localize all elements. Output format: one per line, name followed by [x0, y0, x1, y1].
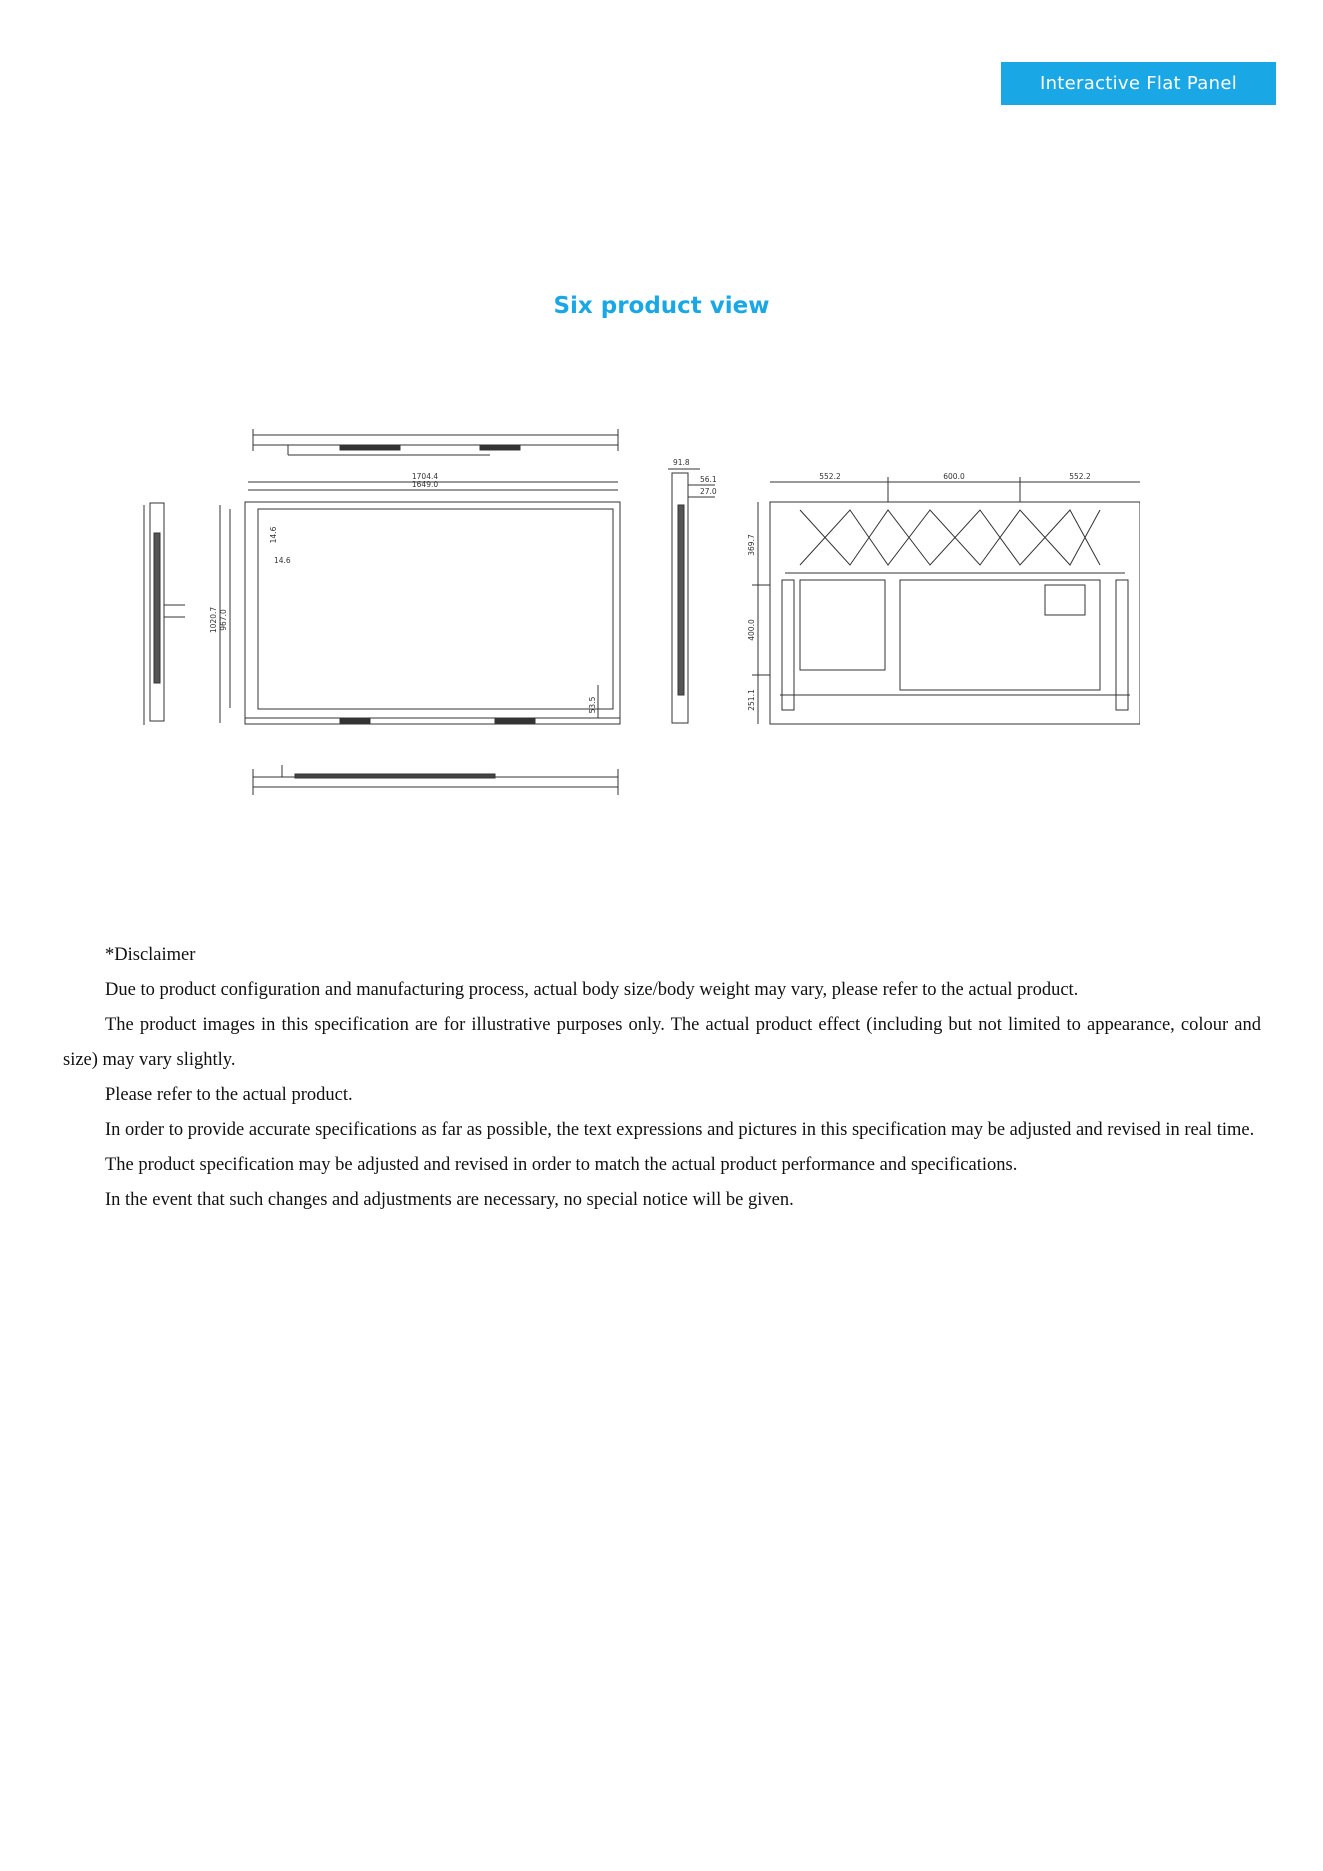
disclaimer-title: *Disclaimer [105, 945, 196, 965]
dim-back-width-mid: 600.0 [943, 472, 965, 481]
disclaimer-paragraph-2: The product images in this specification are for illustrative purposes only. The actual product effect (including but not limited to appearance, colour and size) may vary slightly. [63, 1015, 1261, 1070]
dim-depth-b: 27.0 [700, 487, 717, 496]
dim-height-outer: 1020.7 [209, 606, 218, 634]
left-side-view [144, 503, 185, 725]
dim-back-height-top: 369.7 [747, 534, 756, 556]
disclaimer-paragraph-5: The product specification may be adjusted and revised in order to match the actual product performance and specifications. [105, 1155, 1018, 1175]
top-view [253, 429, 618, 455]
disclaimer-paragraph-1: Due to product configuration and manufacturing process, actual body size/body weight may vary, please refer to the actual product. [105, 980, 1079, 1000]
six-view-drawing [140, 405, 1140, 825]
section-title: Six product view [553, 293, 770, 319]
header-badge: Interactive Flat Panel [1001, 62, 1276, 105]
back-view [752, 477, 1140, 724]
bottom-view [253, 765, 618, 795]
dim-back-height-mid: 400.0 [747, 619, 756, 641]
dim-width-inner: 1649.0 [411, 480, 439, 489]
dim-height-inner: 967.0 [219, 609, 228, 631]
dim-back-width-left: 552.2 [819, 472, 841, 481]
dim-width-outer: 1704.4 [411, 472, 439, 481]
right-side-view [668, 469, 715, 723]
dim-depth-a: 56.1 [700, 475, 717, 484]
front-view [220, 482, 620, 724]
dim-bezel-side: 14.6 [274, 556, 291, 565]
disclaimer-paragraph-6: In the event that such changes and adjustments are necessary, no special notice will be given. [105, 1190, 794, 1210]
dim-bezel-top: 14.6 [269, 526, 278, 544]
disclaimer-paragraph-3: Please refer to the actual product. [105, 1085, 353, 1105]
dim-depth-total: 91.8 [673, 458, 690, 467]
dim-bezel-bottom: 53.5 [588, 696, 597, 714]
dim-back-height-bottom: 251.1 [747, 689, 756, 711]
dim-back-width-right: 552.2 [1069, 472, 1091, 481]
disclaimer-paragraph-4: In order to provide accurate specifications as far as possible, the text expressions and pictures in this specification may be adjusted and revised in real time. [105, 1120, 1255, 1140]
disclaimer [63, 938, 1261, 1218]
